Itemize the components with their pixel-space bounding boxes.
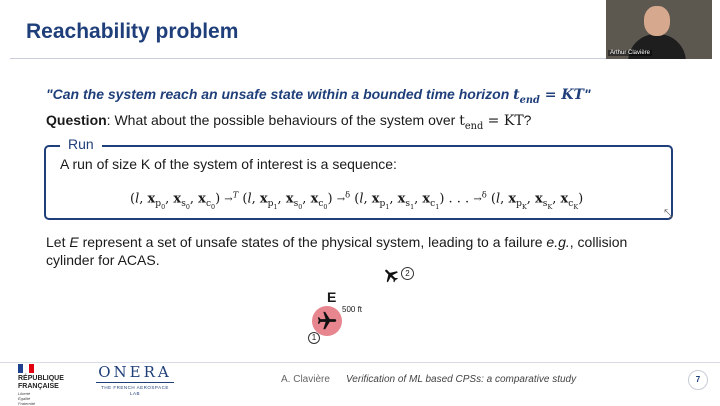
airplane-icon xyxy=(316,310,338,332)
unsafe-set-description: Let E represent a set of unsafe states of the physical system, leading to a failure e.g., collision cylinder for ACAS. xyxy=(46,234,628,268)
onera-underline xyxy=(96,382,174,383)
run-sequence-formula: (l, $x_{p_0}$, $x_{s_0}$, $x_{c_0}) \to^T$ (l, $x_{p_1}$, $x_{s_0}$, $x_{c_0}) \to^\delta$ (l, $x_{p_1}$, $x_{s_1}$, $x_{c_1}$) . . . →$^\delta$ (l, $x_{p_K}$, $x_{s_K}$, $x_{c_K}$) xyxy=(130,190,584,211)
rf-line-1: RÉPUBLIQUE xyxy=(18,375,64,382)
footer-talk-title: Verification of ML based CPSs: a comparative study xyxy=(346,374,577,385)
question-line: Question: What about the possible behaviours of the system over $t_{end}$ = KT? xyxy=(46,112,532,132)
slide-title: Reachability problem xyxy=(26,20,239,43)
run-box-label: Run xyxy=(60,136,102,152)
onera-tagline: THE FRENCH AEROSPACE LAB xyxy=(101,385,169,396)
french-flag-icon xyxy=(18,364,34,373)
title-divider xyxy=(10,58,710,59)
unsafe-set-label: E xyxy=(327,289,337,305)
run-definition-text: A run of size K of the system of interest is a sequence: xyxy=(60,156,397,172)
rf-motto-2: Égalité xyxy=(18,396,31,401)
page-number: 7 xyxy=(688,370,708,390)
rf-motto-3: Fraternité xyxy=(18,401,36,406)
airplane-icon xyxy=(382,266,400,284)
rf-motto-1: Liberté xyxy=(18,391,31,396)
participant-name: Arthur Clavière xyxy=(610,50,651,56)
republique-francaise-logo xyxy=(18,364,62,406)
aircraft-1-marker: 1 xyxy=(308,332,320,344)
presenter-face xyxy=(644,6,670,36)
footer-author: A. Clavière xyxy=(281,374,330,385)
altitude-label: 500 ft xyxy=(342,305,363,314)
webcam-video-tile[interactable] xyxy=(606,0,712,59)
box-resize-icon[interactable]: ⤡ xyxy=(664,208,673,220)
rf-line-2: FRANÇAISE xyxy=(18,383,59,390)
aircraft-2-marker: 2 xyxy=(401,267,414,280)
onera-logo xyxy=(96,364,174,397)
onera-name: ONERA xyxy=(98,363,172,381)
question-label: Question xyxy=(46,112,107,128)
problem-statement: "Can the system reach an unsafe state within a bounded time horizon $t_{end}$ = KT" xyxy=(46,86,591,106)
